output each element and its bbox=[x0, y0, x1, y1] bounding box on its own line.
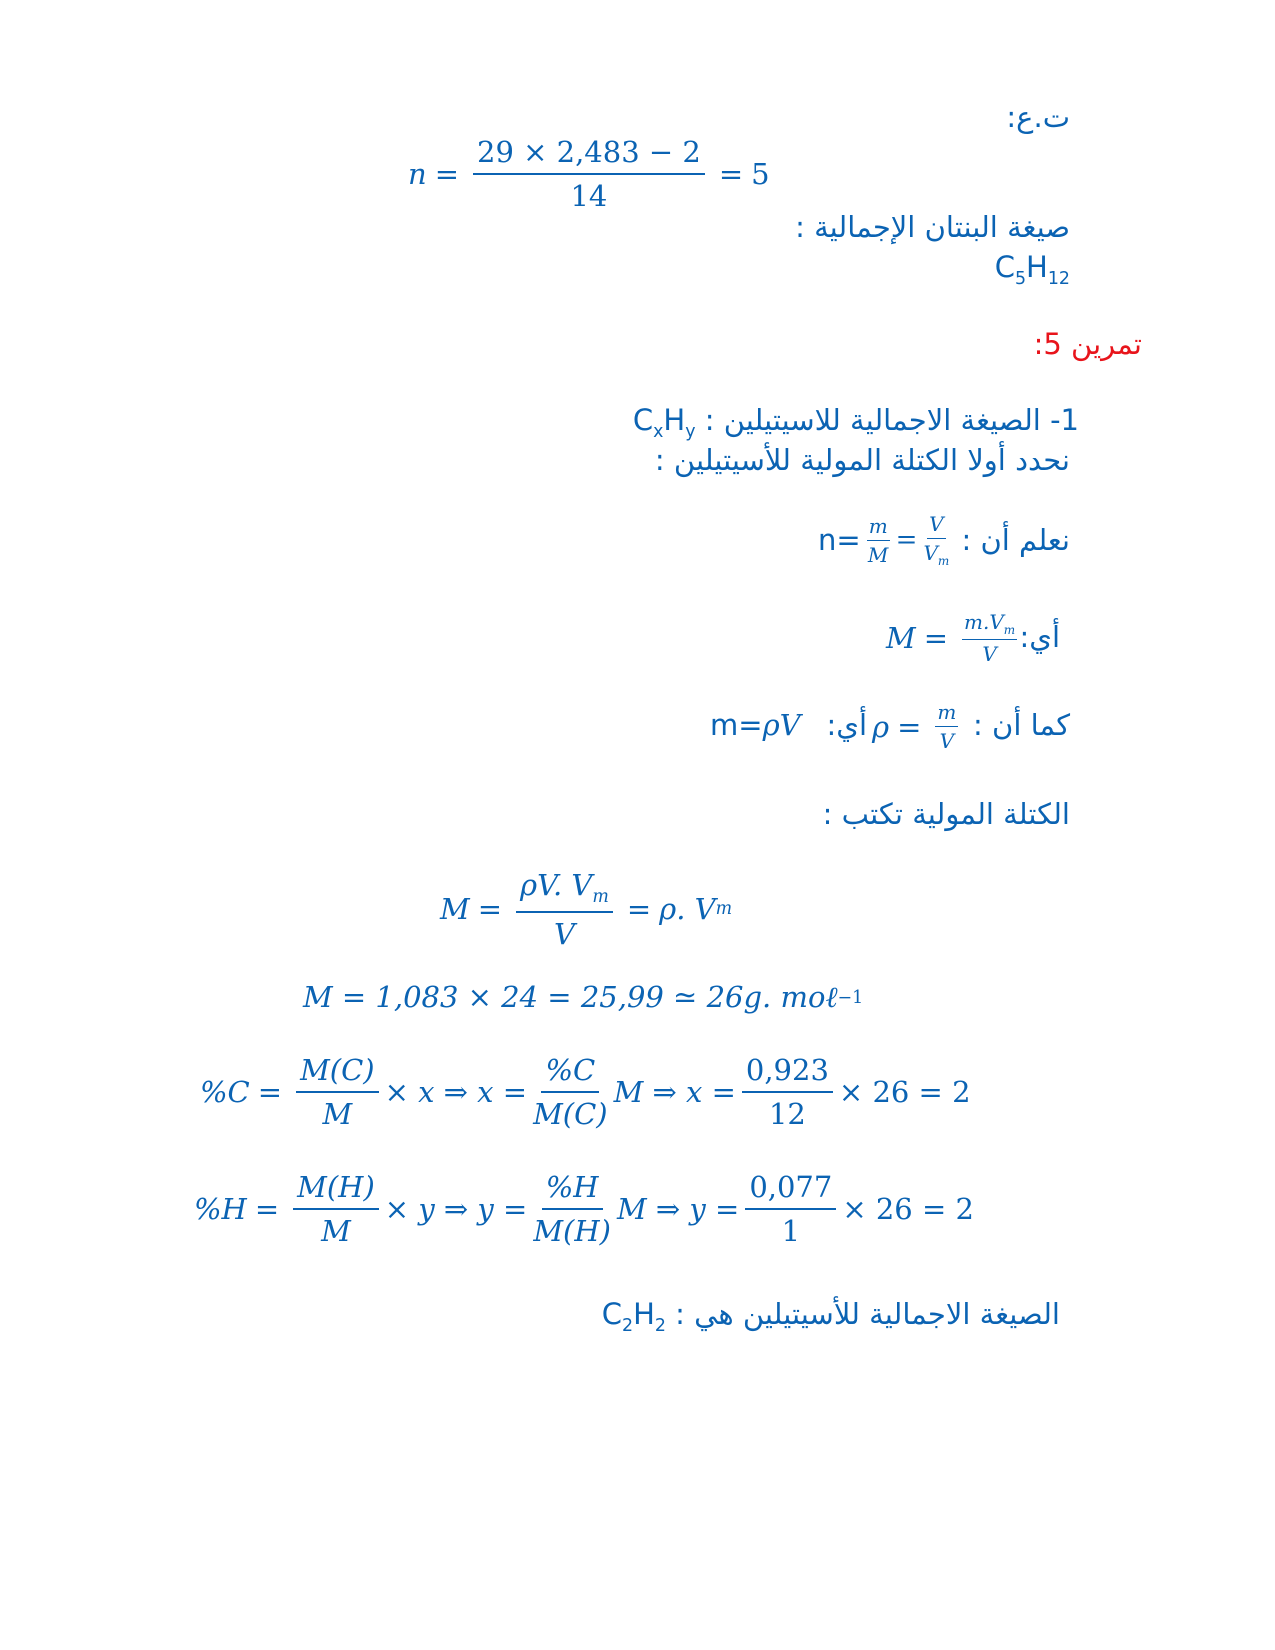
exercise-title: تمرين 5: bbox=[1033, 327, 1142, 361]
mass-result: m=ρV bbox=[710, 708, 801, 742]
step1b-line: نحدد أولا الكتلة المولية للأسيتيلين : bbox=[654, 443, 1070, 477]
also-ie: أي: bbox=[826, 708, 867, 742]
equation-carbon: %C = $\frac{M(C)}{M}$ × x ⇒ x = $\frac{\%C}{M(C)}$ M ⇒ x = $\frac{0,923}{12}$ × 26 = 2 bbox=[200, 1053, 971, 1131]
step1-text: 1- الصيغة الاجمالية للاسيتيلين : bbox=[704, 403, 1079, 437]
final-line bbox=[602, 1297, 1060, 1336]
equation-M: M = $\frac{\rho V. V_m}{V}$ = ρ. V m bbox=[440, 868, 733, 951]
numerator: 29 × 2,483 − 2 bbox=[473, 135, 705, 175]
also-line: كما أن : bbox=[973, 708, 1070, 742]
know-label: نعلم أن : bbox=[961, 523, 1070, 557]
step1-line bbox=[633, 403, 1079, 442]
molar-label: الكتلة المولية تكتب : bbox=[822, 797, 1070, 831]
equation-n: n = $\frac{29 \times 2,483 - 2}{14}$ = 5 bbox=[408, 135, 770, 213]
eq-n-rhs: 5 bbox=[751, 157, 770, 191]
pentane-label: صيغة البنتان الإجمالية : bbox=[795, 210, 1070, 244]
know-equation: n= $\frac{m}{M}$ = $\frac{V}{V_m}$ bbox=[818, 512, 950, 568]
final-formula: $C_2H_2$ bbox=[601, 1297, 666, 1336]
equation-hydrogen: %H = $\frac{M(H)}{M}$ × y ⇒ y = $\frac{\%H}{M(H)}$ M ⇒ y = $\frac{0,077}{1}$ × 26 = 2 bbox=[194, 1170, 974, 1248]
rho-equation: ρ = $\frac{m}{V}$ bbox=[872, 700, 957, 753]
final-text: الصيغة الاجمالية للأسيتيلين هي : bbox=[675, 1297, 1060, 1331]
calc-label: ت.ع: bbox=[1006, 100, 1070, 134]
ie-equation: M = $\frac{m.V_m}{V}$ bbox=[886, 610, 1016, 666]
equation-M-value: M = 1,083 × 24 = 25,99 ≃ 26g. moℓ −1 bbox=[303, 980, 864, 1014]
pentane-formula: $C_5H_{12}$ bbox=[994, 250, 1070, 289]
fraction bbox=[473, 135, 705, 213]
eq-n-lhs: n bbox=[408, 157, 427, 191]
step1-formula: $C_xH_y$ bbox=[632, 403, 696, 442]
ie-label: أي: bbox=[1019, 620, 1060, 654]
denominator: 14 bbox=[570, 179, 608, 213]
